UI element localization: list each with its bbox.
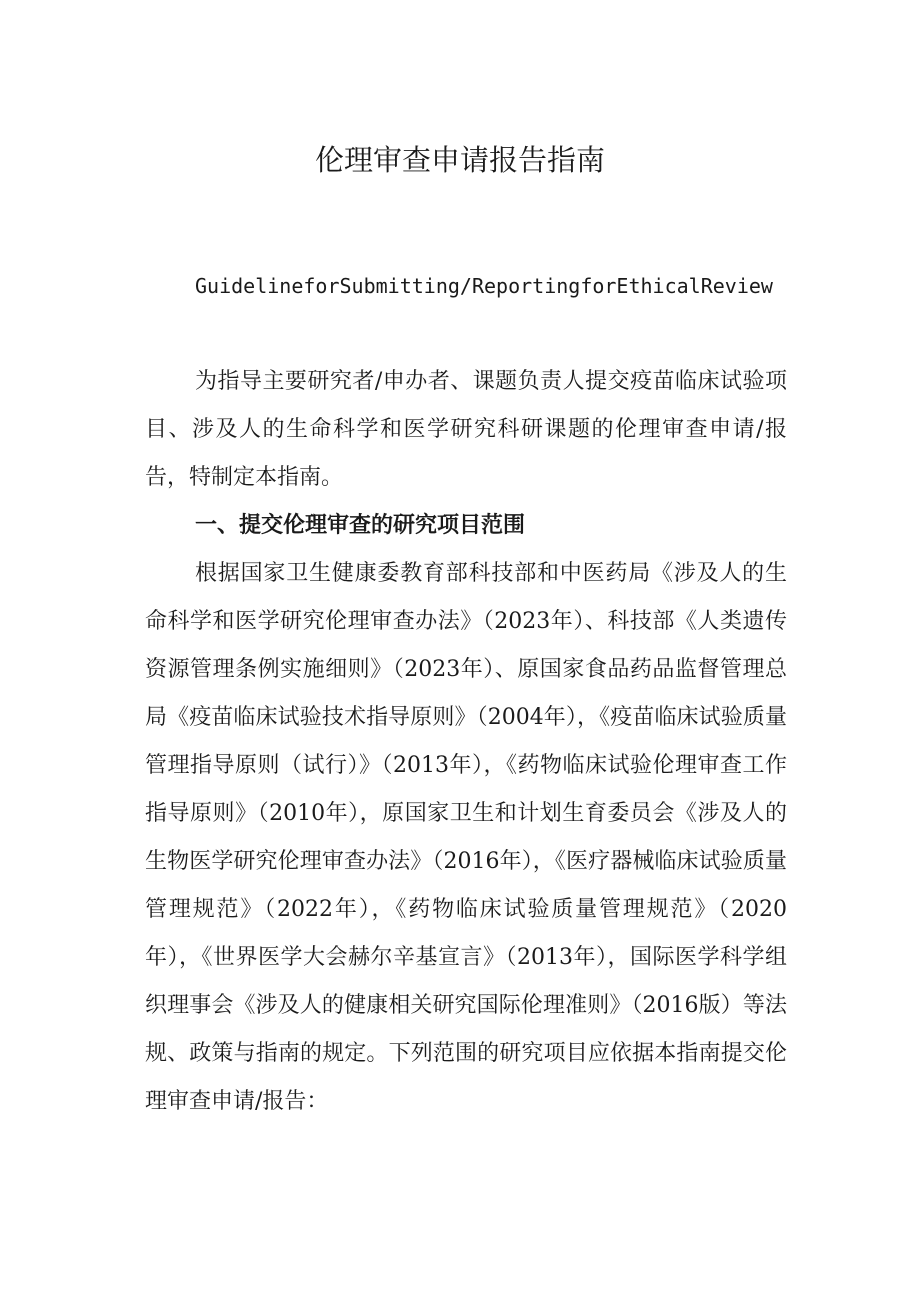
section-1-paragraph: 根据国家卫生健康委教育部科技部和中医药局《涉及人的生命科学和医学研究伦理审查办法》（2023年）、科技部《人类遗传资源管理条例实施细则》（2023年）、原国家食品药品监督管理总局《疫苗临床试验技术指导原则》（2004年），《疫苗临床试验质量管理指导原则（试行）》（2013年），《药物临床试验伦理审查工作指导原则》（2010年），原国家卫生和计划生育委员会《涉及人的生物医学研究伦理审查办法》（2016年），《医疗器械临床试验质量管理规范》（2022年），《药物临床试验质量管理规范》（2020年），《世界医学大会赫尔辛基宣言》（2013年），国际医学科学组织理事会《涉及人的健康相关研究国际伦理准则》（2016版）等法规、政策与指南的规定。下列范围的研究项目应依据本指南提交伦理审查申请/报告：	[145, 561, 787, 1114]
intro-paragraph: 为指导主要研究者/申办者、课题负责人提交疫苗临床试验项目、涉及人的生命科学和医学研究科研课题的伦理审查申请/报告，特制定本指南。	[145, 369, 787, 490]
document-title: 伦理审查申请报告指南	[314, 143, 605, 177]
english-title: GuidelineforSubmitting/ReportingforEthicalReview	[195, 274, 773, 298]
section-1-heading: 一、提交伦理审查的研究项目范围	[195, 513, 526, 538]
